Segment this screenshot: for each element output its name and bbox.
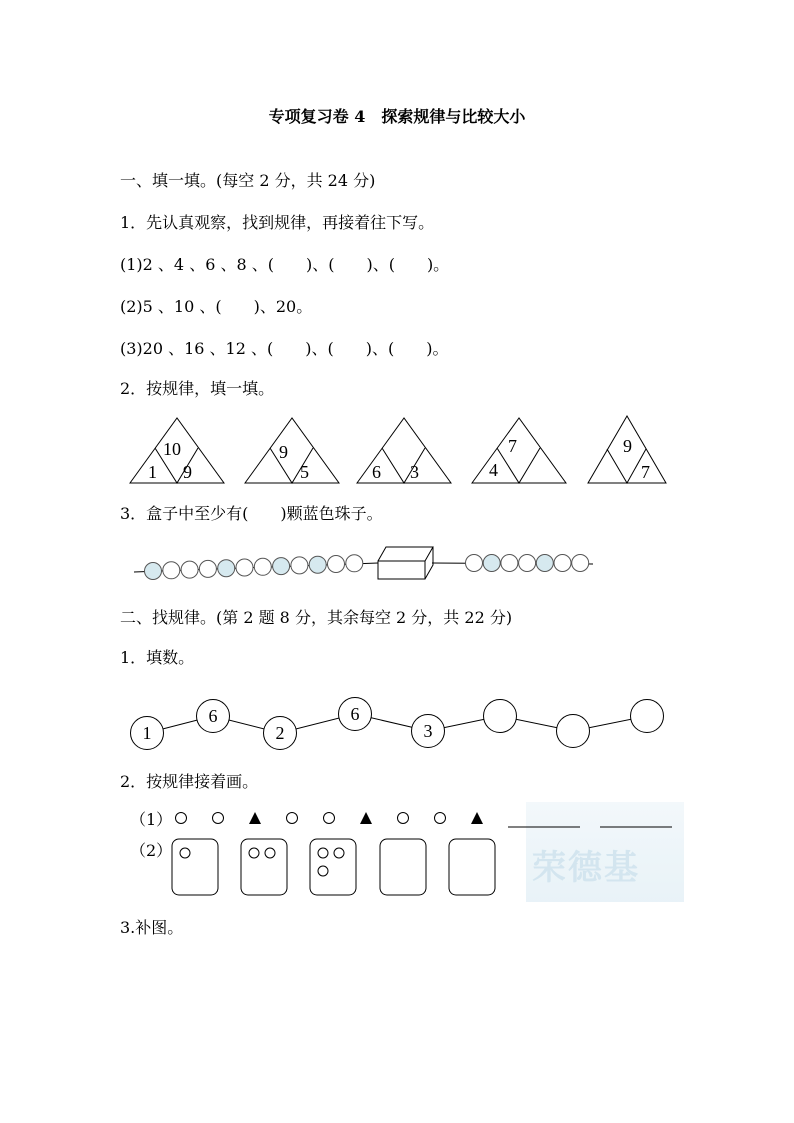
s2-q2-label-1: （1） xyxy=(130,810,173,829)
circle-shape xyxy=(213,813,224,824)
shape-sequence xyxy=(176,812,484,824)
number-circle-value: 1 xyxy=(142,723,152,743)
dot-box xyxy=(172,839,218,895)
box-dot xyxy=(318,866,328,876)
q1-prompt: 1．先认真观察，找到规律，再接着往下写。 xyxy=(120,213,435,232)
triangle-2-top: 9 xyxy=(279,442,288,462)
triangle-5-top: 9 xyxy=(623,436,632,456)
triangle-3-left: 6 xyxy=(372,462,381,482)
triangle-4-left: 4 xyxy=(489,460,498,480)
triangle-shape xyxy=(249,812,261,824)
box-dot xyxy=(334,848,344,858)
circle-shape xyxy=(287,813,298,824)
number-circle-value: 3 xyxy=(423,721,433,741)
dot-box xyxy=(449,839,495,895)
number-circle-value: 6 xyxy=(208,706,218,726)
number-circle-value: 6 xyxy=(350,704,360,724)
q1-item-1: (1)2 、4 、6 、8 、( )、( )、( )。 xyxy=(120,255,450,274)
circle-shape xyxy=(324,813,335,824)
triangle-1-left: 1 xyxy=(148,462,157,482)
dot-box xyxy=(380,839,426,895)
triangle-1-right: 9 xyxy=(183,462,192,482)
dot-box xyxy=(241,839,287,895)
s2-q2-prompt: 2．按规律接着画。 xyxy=(120,772,259,791)
page-title: 专项复习卷 4 探索规律与比较大小 xyxy=(268,107,526,126)
box-dot xyxy=(318,848,328,858)
dot-boxes xyxy=(172,839,495,895)
box-dot xyxy=(249,848,259,858)
triangle-shape xyxy=(360,812,372,824)
s2-q2-label-2: （2） xyxy=(130,841,173,860)
triangle-4-top: 7 xyxy=(508,436,517,456)
circle-shape xyxy=(176,813,187,824)
dot-box xyxy=(310,839,356,895)
q3-prompt: 3．盒子中至少有( )颗蓝色珠子。 xyxy=(120,504,383,523)
triangle-5-right: 7 xyxy=(641,462,650,482)
triangle-3-right: 3 xyxy=(410,462,419,482)
section2-heading: 二、找规律。(第 2 题 8 分，其余每空 2 分，共 22 分) xyxy=(120,608,513,627)
triangle-2-right: 5 xyxy=(300,462,309,482)
circle-shape xyxy=(398,813,409,824)
triangle-1-top: 10 xyxy=(163,439,181,459)
section1-heading: 一、填一填。(每空 2 分，共 24 分) xyxy=(120,171,376,190)
q2-prompt: 2．按规律，填一填。 xyxy=(120,379,275,398)
q1-item-3: (3)20 、16 、12 、( )、( )、( )。 xyxy=(120,339,449,358)
s2-q1-prompt: 1．填数。 xyxy=(120,648,195,667)
circle-shape xyxy=(435,813,446,824)
q1-item-2: (2)5 、10 、( )、20。 xyxy=(120,297,313,316)
watermark-text: 荣德基 xyxy=(532,848,640,888)
box-dot xyxy=(180,848,190,858)
s2-q3-prompt: 3.补图。 xyxy=(120,918,184,937)
triangle-shape xyxy=(471,812,483,824)
box-dot xyxy=(265,848,275,858)
number-circle-value: 2 xyxy=(275,723,285,743)
